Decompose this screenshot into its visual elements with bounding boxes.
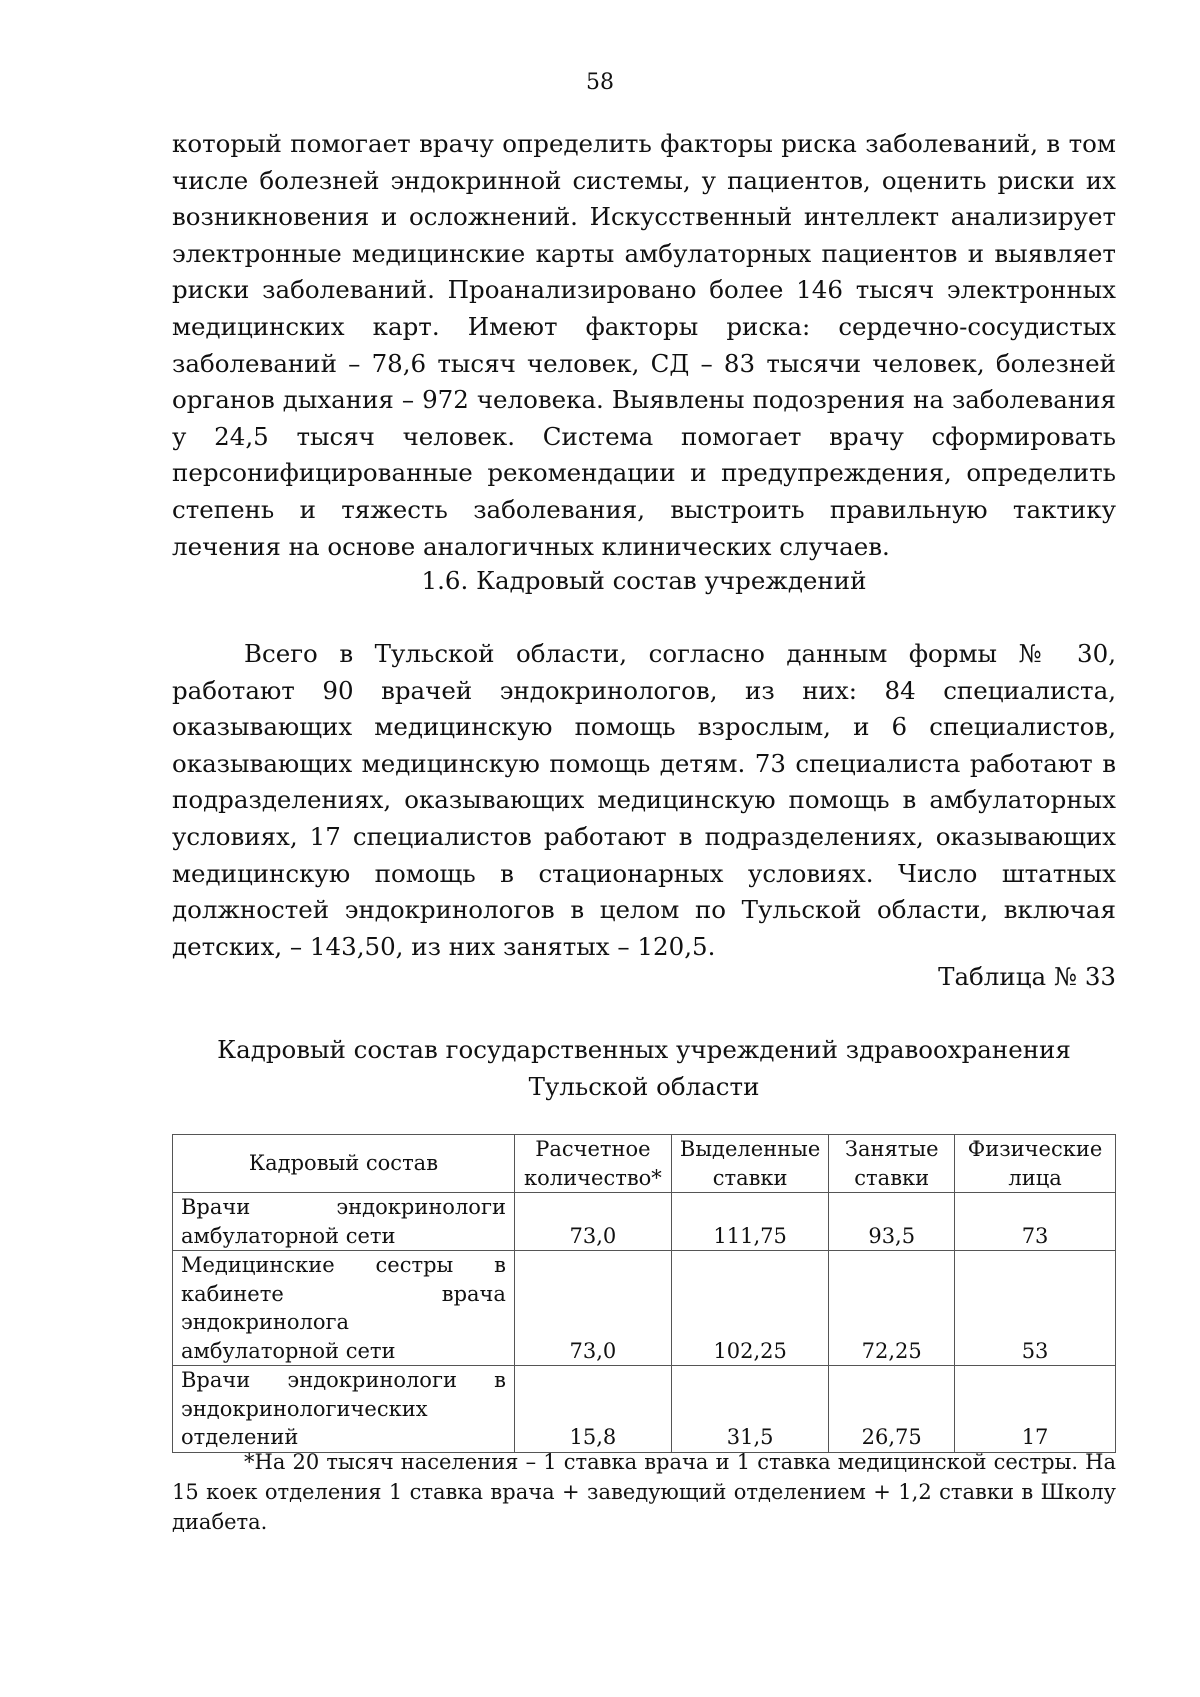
header-estimated-quantity: Расчетное количество* [514, 1135, 671, 1193]
cell-estimated-quantity: 73,0 [514, 1251, 671, 1366]
cell-individuals: 73 [955, 1193, 1116, 1251]
table-number: Таблица № 33 [938, 962, 1116, 991]
footnote-block [172, 1447, 1116, 1537]
cell-individuals: 17 [955, 1366, 1116, 1453]
table-title-line-2: Тульской области [528, 1071, 760, 1101]
staff-paragraph: Всего в Тульской области, согласно данным формы № 30, работают 90 врачей эндокринологов, из них: 84 специалиста, оказывающих медицинскую помощь взрослым, и 6 специалистов, оказывающих медицинскую помощь детям. 73 специалиста работают в подразделениях, оказывающих медицинскую помощь в амбулаторных условиях, 17 специалистов работают в подразделениях, оказывающих медицинскую помощь в стационарных условиях. Число штатных должностей эндокринологов в целом по Тульской области, включая детских, – 143,50, из них занятых – 120,5. [172, 639, 1116, 961]
table-row [173, 1366, 1116, 1453]
intro-paragraph: который помогает врачу определить факторы риска заболеваний, в том числе болезней эндокринной системы, у пациентов, оценить риски их возникновения и осложнений. Искусственный интеллект анализирует электронные медицинские карты амбулаторных пациентов и выявляет риски заболеваний. Проанализировано более 146 тысяч электронных медицинских карт. Имеют факторы риска: сердечно-сосудистых заболеваний – 78,6 тысяч человек, СД – 83 тысячи человек, болезней органов дыхания – 972 человека. Выявлены подозрения на заболевания у 24,5 тысяч человек. Система помогает врачу сформировать персонифицированные рекомендации и предупреждения, определить степень и тяжесть заболевания, выстроить правильную тактику лечения на основе аналогичных клинических случаев. [172, 129, 1116, 561]
cell-allocated-rates: 31,5 [671, 1366, 828, 1453]
cell-occupied-rates: 93,5 [829, 1193, 955, 1251]
cell-estimated-quantity: 73,0 [514, 1193, 671, 1251]
cell-estimated-quantity: 15,8 [514, 1366, 671, 1453]
row-label: Медицинские сестры в кабинете врача эндокринолога амбулаторной сети [173, 1251, 515, 1366]
table-header-row [173, 1135, 1116, 1193]
table-title-line-1: Кадровый состав государственных учреждений здравоохранения [217, 1035, 1071, 1064]
section-heading: 1.6. Кадровый состав учреждений [421, 566, 867, 595]
page-number: 58 [586, 70, 614, 95]
row-label: Врачи эндокринологи амбулаторной сети [173, 1193, 515, 1251]
header-individuals: Физические лица [955, 1135, 1116, 1193]
row-label: Врачи эндокринологи в эндокринологических отделений [173, 1366, 515, 1453]
cell-individuals: 53 [955, 1251, 1116, 1366]
staff-table [172, 1134, 1116, 1453]
cell-allocated-rates: 111,75 [671, 1193, 828, 1251]
cell-occupied-rates: 26,75 [829, 1366, 955, 1453]
cell-occupied-rates: 72,25 [829, 1251, 955, 1366]
cell-allocated-rates: 102,25 [671, 1251, 828, 1366]
table-title [172, 1032, 1116, 1105]
header-staff-composition: Кадровый состав [173, 1135, 515, 1193]
footnote: *На 20 тысяч населения – 1 ставка врача и 1 ставка медицинской сестры. На 15 коек отделения 1 ставка врача + заведующий отделением + 1,2 ставки в Школу диабета. [172, 1450, 1116, 1534]
intro-paragraph-block [172, 126, 1116, 565]
header-allocated-rates: Выделенные ставки [671, 1135, 828, 1193]
staff-paragraph-block [172, 636, 1116, 965]
table-row [173, 1193, 1116, 1251]
table-row [173, 1251, 1116, 1366]
header-occupied-rates: Занятые ставки [829, 1135, 955, 1193]
